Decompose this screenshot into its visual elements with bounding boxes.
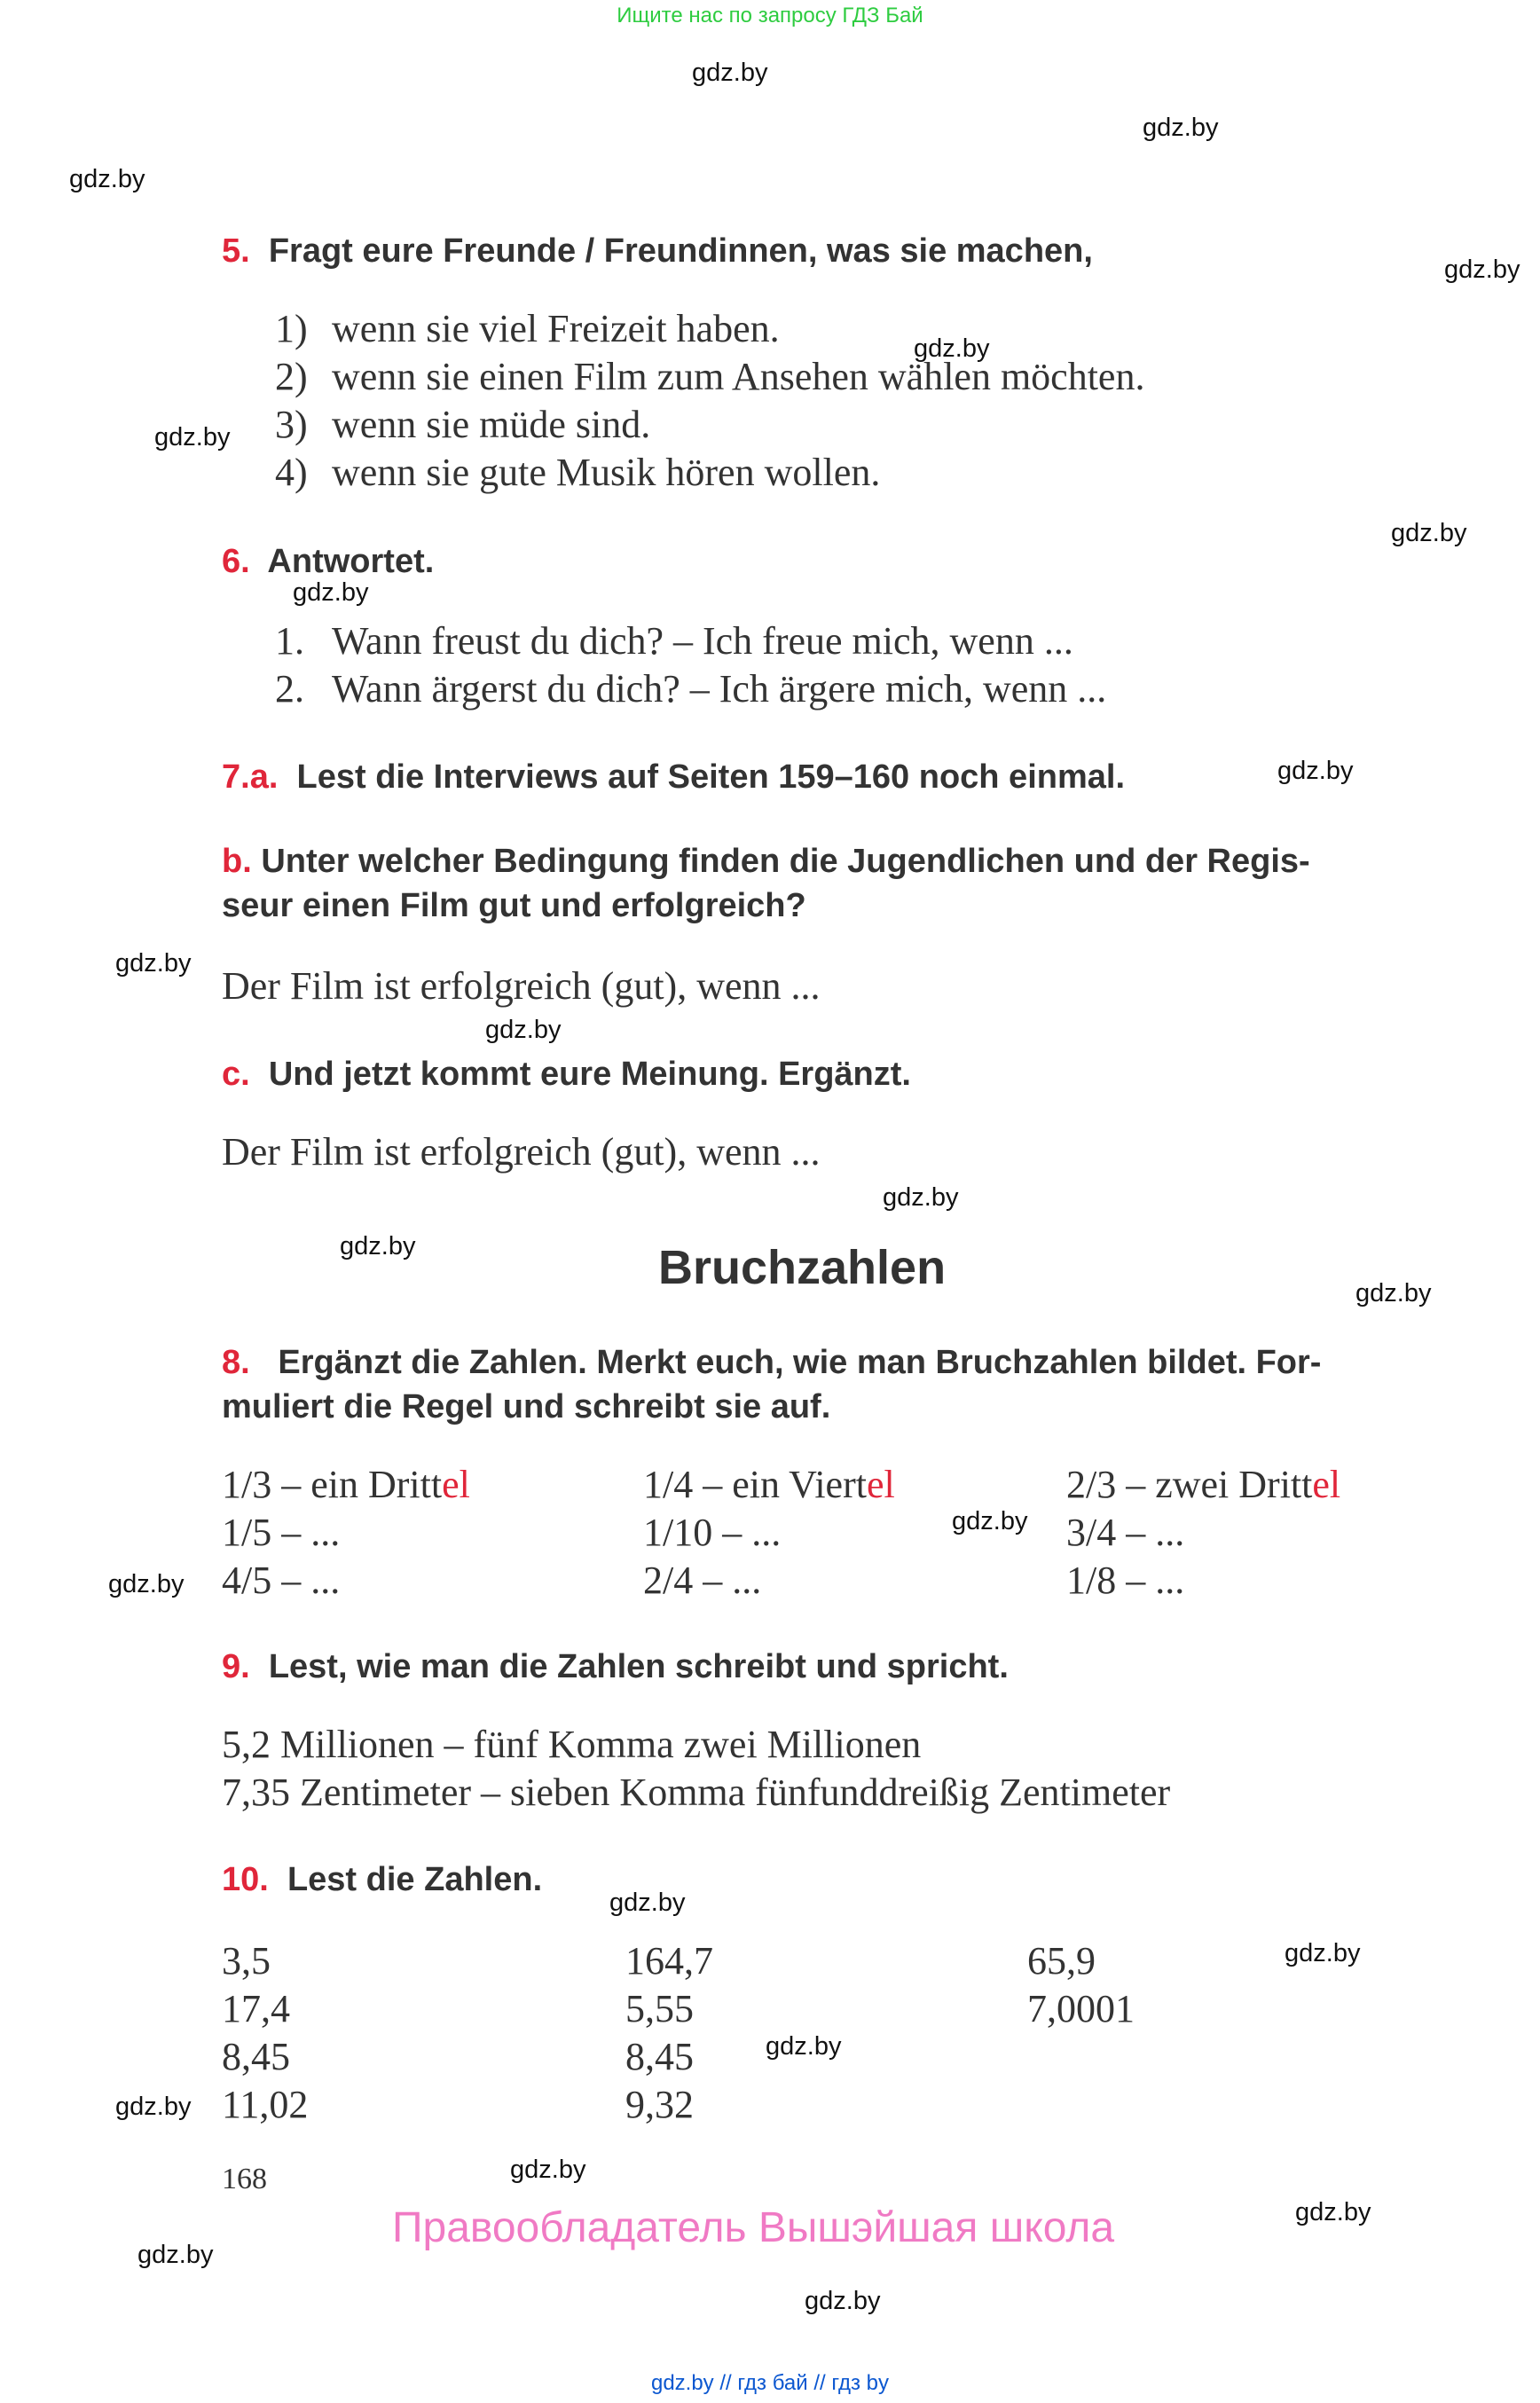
list-item: 4) wenn sie gute Musik hören wollen.: [275, 451, 881, 494]
list-item: 3) wenn sie müde sind.: [275, 403, 651, 446]
watermark: gdz.by: [1295, 2198, 1371, 2226]
task-title: Antwortet.: [267, 543, 435, 580]
watermark: gdz.by: [766, 2032, 842, 2061]
task-5-list: [275, 305, 1144, 497]
task-title: Lest, wie man die Zahlen schreibt und spricht.: [268, 1648, 1009, 1685]
task-number: 7.a.: [222, 758, 279, 796]
task-6-heading: [222, 543, 434, 581]
fraction-cell: 1/4 – ein Viertel: [643, 1463, 895, 1506]
fraction-cell: 1/10 – ...: [643, 1511, 782, 1554]
watermark: gdz.by: [485, 1016, 562, 1044]
task-number: 10.: [222, 1861, 269, 1898]
section-title: Bruchzahlen: [658, 1241, 947, 1294]
task-number: 9.: [222, 1648, 250, 1685]
list-item: 1) wenn sie viel Freizeit haben.: [275, 307, 780, 350]
number-item: 164,7: [625, 1939, 713, 1983]
task-title: Und jetzt kommt eure Meinung. Ergänzt.: [268, 1056, 911, 1093]
number-column: [625, 1937, 713, 2129]
number-item: 11,02: [222, 2083, 309, 2126]
number-item: 5,55: [625, 1987, 694, 2030]
task-number: b.: [222, 843, 252, 880]
task-title: Ergänzt die Zahlen. Merkt euch, wie man Bruchzahlen bildet. For-: [278, 1344, 1322, 1381]
task-7c-heading: [222, 1056, 911, 1094]
watermark: gdz.by: [1444, 255, 1520, 284]
number-item: 17,4: [222, 1987, 290, 2030]
watermark: gdz.by: [914, 334, 990, 363]
watermark: gdz.by: [69, 165, 145, 193]
watermark: gdz.by: [115, 2093, 192, 2121]
number-column: [222, 1937, 308, 2129]
list-item: 1. Wann freust du dich? – Ich freue mich, wenn ...: [275, 619, 1073, 663]
number-item: 3,5: [222, 1939, 271, 1983]
list-item: 2. Wann ärgerst du dich? – Ich ärgere mich, wenn ...: [275, 667, 1107, 711]
watermark: gdz.by: [692, 59, 768, 87]
watermark: gdz.by: [805, 2287, 881, 2315]
task-7b-text: Der Film ist erfolgreich (gut), wenn ...: [222, 964, 821, 1008]
list-item: 2) wenn sie einen Film zum Ansehen wählen möchten.: [275, 355, 1145, 398]
watermark: gdz.by: [1277, 757, 1354, 785]
task-8-heading: [222, 1344, 1321, 1382]
task-number: 8.: [222, 1344, 250, 1381]
task-9-heading: [222, 1648, 1009, 1686]
watermark: gdz.by: [293, 578, 369, 607]
watermark: gdz.by: [108, 1570, 185, 1598]
task-title: Fragt eure Freunde / Freundinnen, was sie machen,: [268, 232, 1093, 270]
task-9-line: 7,35 Zentimeter – sieben Komma fünfunddreißig Zentimeter: [222, 1771, 1171, 1814]
watermark: gdz.by: [1355, 1279, 1432, 1308]
number-item: 8,45: [625, 2035, 694, 2078]
task-title: Lest die Zahlen.: [287, 1861, 543, 1898]
watermark: gdz.by: [154, 423, 231, 452]
task-title: Unter welcher Bedingung finden die Jugendlichen und der Regis-: [261, 843, 1310, 880]
page-number: 168: [222, 2163, 267, 2195]
watermark: gdz.by: [609, 1889, 686, 1917]
number-item: 8,45: [222, 2035, 290, 2078]
top-banner: Ищите нас по запросу ГДЗ Бай: [617, 4, 923, 27]
task-8-heading-line2: muliert die Regel und schreibt sie auf.: [222, 1388, 831, 1425]
watermark: gdz.by: [115, 949, 192, 978]
watermark: gdz.by: [1143, 114, 1219, 142]
watermark: gdz.by: [1285, 1939, 1361, 1967]
watermark: gdz.by: [340, 1232, 416, 1260]
task-6-list: [275, 617, 1106, 713]
task-5-heading: [222, 232, 1093, 271]
watermark: gdz.by: [952, 1507, 1028, 1535]
number-column: [1027, 1937, 1135, 2033]
fraction-cell: 1/5 – ...: [222, 1511, 341, 1554]
fraction-cell: 1/8 – ...: [1066, 1559, 1185, 1602]
watermark: gdz.by: [1391, 519, 1467, 547]
watermark: gdz.by: [510, 2156, 586, 2184]
fraction-cell: 2/3 – zwei Drittel: [1066, 1463, 1341, 1506]
task-title: Lest die Interviews auf Seiten 159–160 noch einmal.: [296, 758, 1126, 796]
fraction-cell: 1/3 – ein Drittel: [222, 1463, 470, 1506]
copyright-footer: Правообладатель Вышэйшая школа: [392, 2204, 1115, 2251]
watermark: gdz.by: [883, 1183, 959, 1212]
task-7b-heading-line2: seur einen Film gut und erfolgreich?: [222, 887, 806, 924]
number-item: 65,9: [1027, 1939, 1096, 1983]
fraction-cell: 2/4 – ...: [643, 1559, 762, 1602]
task-7b-heading: [222, 843, 1310, 881]
bottom-links[interactable]: gdz.by // гдз бай // гдз by: [650, 2371, 890, 2395]
task-7a-heading: [222, 758, 1125, 797]
fraction-cell: 3/4 – ...: [1066, 1511, 1185, 1554]
number-item: 7,0001: [1027, 1987, 1135, 2030]
task-9-line: 5,2 Millionen – fünf Komma zwei Millionen: [222, 1723, 922, 1766]
task-number: c.: [222, 1056, 250, 1093]
task-number: 5.: [222, 232, 250, 270]
task-7c-text: Der Film ist erfolgreich (gut), wenn ...: [222, 1130, 821, 1174]
number-item: 9,32: [625, 2083, 694, 2126]
fraction-cell: 4/5 – ...: [222, 1559, 341, 1602]
task-number: 6.: [222, 543, 250, 580]
watermark: gdz.by: [138, 2241, 214, 2269]
task-10-heading: [222, 1861, 542, 1899]
